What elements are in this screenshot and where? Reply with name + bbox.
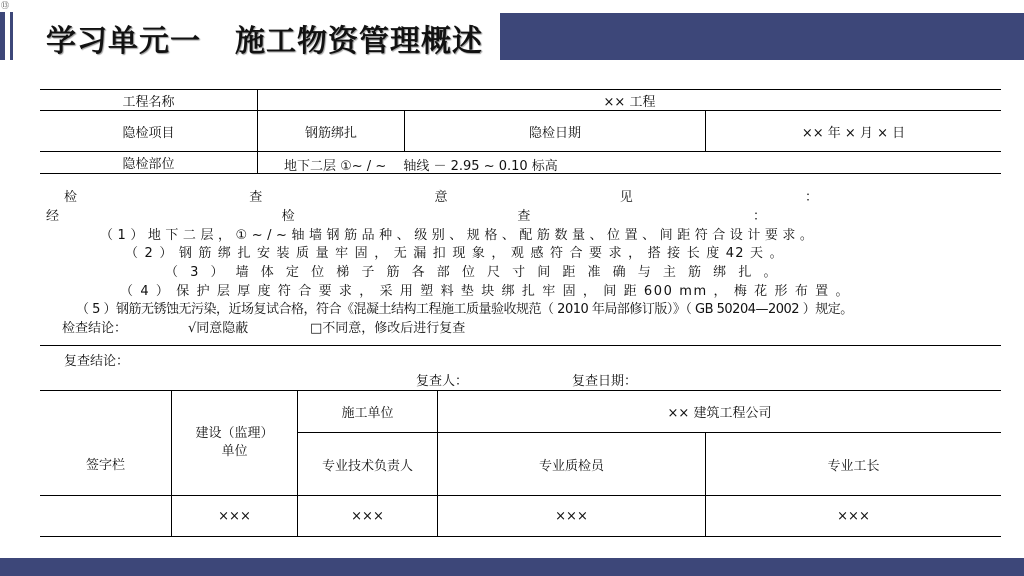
inspect-item-label: 隐检项目	[122, 125, 175, 141]
foreman-label: 专业工长	[827, 458, 880, 474]
title-topic: 施工物资管理概述	[235, 24, 483, 59]
contractor-value: ×× 建筑工程公司	[667, 406, 772, 421]
contractor-label: 施工单位	[341, 406, 394, 421]
inspection-item-2: （ 2 ） 钢 筋 绑 扎 安 装 质 量 牢 固 ， 无 漏 扣 现 象 ， 观 感 符 合 要 求 ， 搭 接 长 度 42 天 。	[125, 246, 784, 261]
opinion-heading: 检 查 意 见 ：	[64, 190, 818, 205]
left-accent-bar-thin	[10, 12, 13, 60]
inspection-item-1: （ 1 ） 地 下 二 层 ， ① ~ / ~ 轴 墙 钢 筋 品 种 、 级 别 、 规 格 、 配 筋 数 量 、 位 置 、 间 距 符 合 设 计 要 求 。	[100, 228, 814, 243]
project-name-label: 工程名称	[122, 94, 175, 110]
rechecker-label: 复查人：	[416, 374, 469, 389]
inspect-location-label: 隐检部位	[122, 157, 175, 172]
project-name-value: ×× 工程	[603, 94, 656, 110]
corner-mark: ⑬	[1, 1, 9, 10]
tech-lead-label: 专业技术负责人	[321, 458, 413, 474]
signature-label: 签字栏	[85, 458, 125, 473]
sign-owner: ×××	[218, 508, 251, 524]
title-unit: 学习单元一	[46, 24, 201, 59]
owner-label: 建设（监理）单位	[195, 426, 274, 459]
title-band	[500, 13, 1024, 60]
inspection-item-3: （ 3 ） 墙 体 定 位 梯 子 筋 各 部 位 尺 寸 间 距 准 确 与 主 筋 绑 扎 。	[165, 265, 781, 280]
sign-tech-lead: ×××	[351, 508, 384, 524]
conclusion-disagree: □不同意，修改后进行复查	[310, 321, 466, 336]
sign-foreman: ×××	[837, 508, 870, 524]
inspection-item-4: （ 4 ） 保 护 层 厚 度 符 合 要 求 ， 采 用 塑 料 垫 块 绑 扎 牢 固 ， 间 距 600 mm ， 梅 花 形 布 置 。	[120, 284, 851, 299]
inspect-location-value: 地下二层 ①~ / ~ 轴线 － 2.95 ~ 0.10 标高	[284, 159, 558, 174]
conclusion-agree: √同意隐蔽	[188, 321, 249, 336]
inspect-item-value: 钢筋绑扎	[304, 125, 357, 141]
left-accent-bar	[0, 12, 5, 60]
recheck-date-label: 复查日期：	[572, 374, 638, 389]
sign-quality-inspector: ×××	[555, 508, 588, 524]
opinion-subheading: 经 检 查 ：	[46, 209, 766, 224]
inspect-date-value: ×× 年 × 月 × 日	[801, 125, 906, 141]
recheck-label: 复查结论：	[64, 354, 130, 369]
page-title	[46, 16, 483, 60]
quality-inspector-label: 专业质检员	[538, 458, 604, 474]
bottom-band	[0, 558, 1024, 576]
inspection-item-5: （ 5 ）钢筋无锈蚀无污染，近场复试合格，符合《混凝土结构工程施工质量验收规范（ 2010 年局部修订版）》（ GB 50204—2002 ）规定。	[76, 302, 853, 317]
inspect-date-label: 隐检日期	[528, 125, 581, 141]
conclusion-label: 检查结论：	[62, 321, 128, 336]
